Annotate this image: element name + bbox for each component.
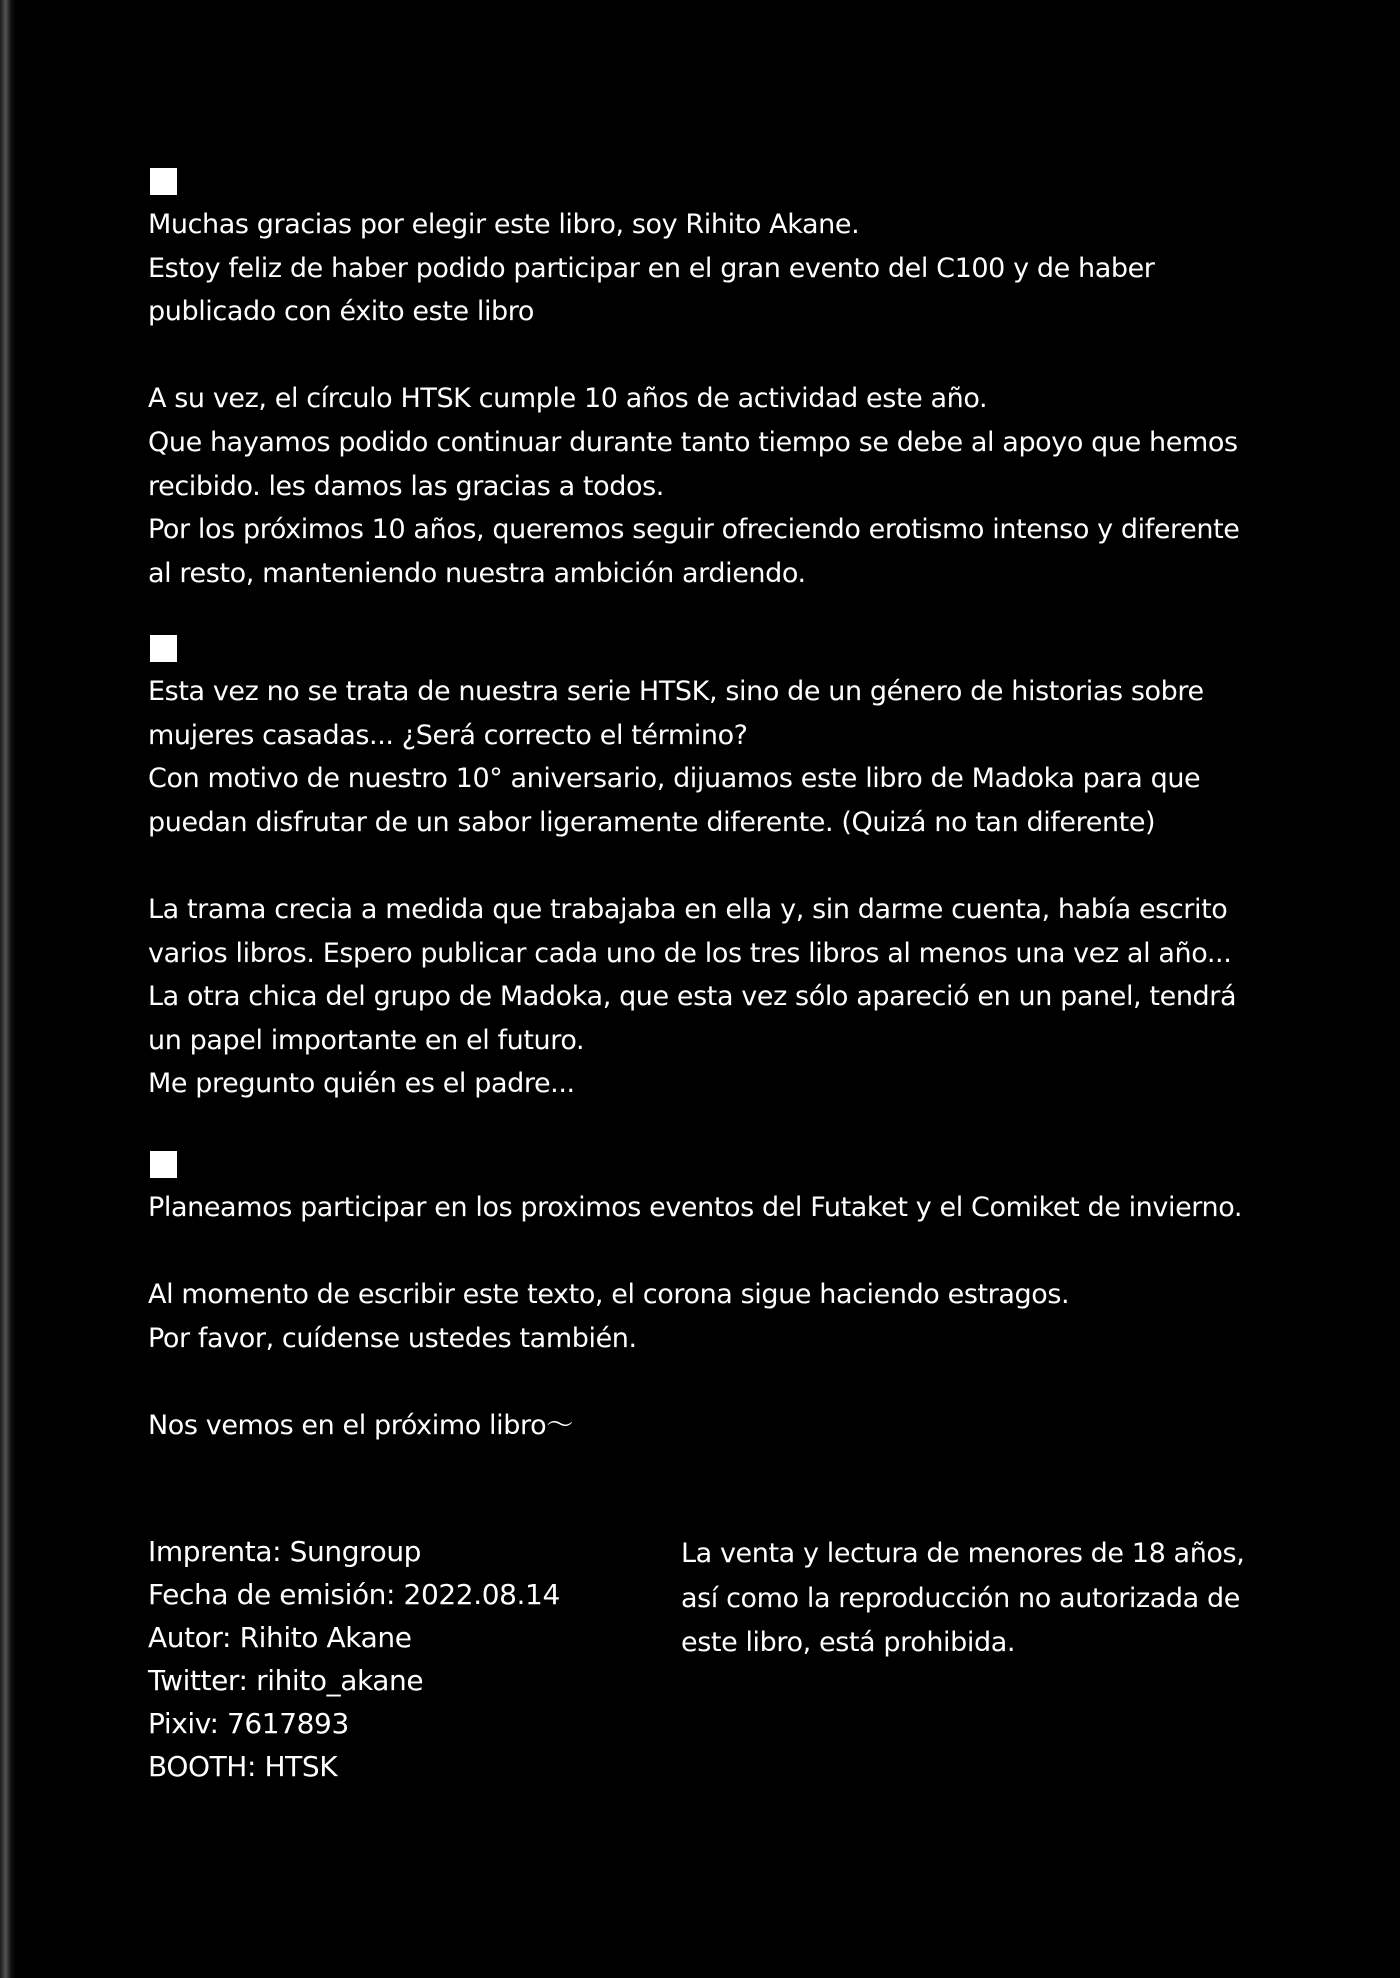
colophon-twitter: Twitter: rihito_akane	[148, 1664, 424, 1697]
afterword-section-3	[148, 1151, 1242, 1448]
text-line: Esta vez no se trata de nuestra serie HTSK, sino de un género de historias sobre	[148, 676, 1204, 707]
text-line: Nos vemos en el próximo libro～	[148, 1409, 573, 1441]
text-line: recibido. les damos las gracias a todos.	[148, 470, 664, 502]
afterword-section-2	[148, 635, 1236, 1106]
colophon-issue-date: Fecha de emisión: 2022.08.14	[148, 1578, 560, 1611]
notice-line: este libro, está prohibida.	[681, 1627, 1016, 1658]
text-line: Al momento de escribir este texto, el corona sigue haciendo estragos.	[148, 1279, 1070, 1311]
text-line: Muchas gracias por elegir este libro, soy Rihito Akane.	[148, 209, 860, 240]
colophon-booth: BOOTH: HTSK	[148, 1750, 338, 1783]
section-marker-square	[150, 635, 177, 662]
text-line: publicado con éxito este libro	[148, 296, 535, 328]
text-line: varios libros. Espero publicar cada uno de los tres libros al menos una vez al año...	[148, 937, 1232, 969]
paragraph-gap	[148, 1230, 1242, 1274]
section-marker-square	[150, 1151, 177, 1178]
afterword-section-1	[148, 168, 1239, 595]
paragraph-gap	[148, 844, 1236, 888]
page-edge-scan-artifact	[0, 0, 16, 1978]
legal-notice	[681, 1532, 1244, 1666]
notice-line: La venta y lectura de menores de 18 años,	[681, 1538, 1245, 1569]
colophon-printer: Imprenta: Sungroup	[148, 1535, 422, 1568]
text-line: mujeres casadas... ¿Será correcto el término?	[148, 719, 748, 751]
text-line: Que hayamos podido continuar durante tanto tiempo se debe al apoyo que hemos	[148, 426, 1238, 458]
text-line: Por los próximos 10 años, queremos seguir ofreciendo erotismo intenso y diferente	[148, 514, 1240, 546]
text-line: al resto, manteniendo nuestra ambición ardiendo.	[148, 557, 806, 589]
text-line: puedan disfrutar de un sabor ligeramente diferente. (Quizá no tan diferente)	[148, 806, 1156, 838]
text-line: A su vez, el círculo HTSK cumple 10 años de actividad este año.	[148, 383, 988, 415]
notice-line: así como la reproducción no autorizada de	[681, 1582, 1240, 1614]
text-line: Planeamos participar en los proximos eventos del Futaket y el Comiket de invierno.	[148, 1192, 1243, 1223]
text-line: Me pregunto quién es el padre...	[148, 1068, 575, 1100]
paragraph-gap	[148, 1360, 1242, 1404]
text-line: un papel importante en el futuro.	[148, 1024, 585, 1056]
text-line: Por favor, cuídense ustedes también.	[148, 1322, 637, 1354]
text-line: Estoy feliz de haber podido participar en el gran evento del C100 y de haber	[148, 252, 1155, 284]
colophon-pixiv: Pixiv: 7617893	[148, 1707, 349, 1740]
text-line: Con motivo de nuestro 10° aniversario, dijuamos este libro de Madoka para que	[148, 763, 1201, 795]
colophon-author: Autor: Rihito Akane	[148, 1621, 412, 1654]
text-line: La otra chica del grupo de Madoka, que esta vez sólo apareció en un panel, tendrá	[148, 981, 1237, 1013]
paragraph-gap	[148, 334, 1239, 378]
section-marker-square	[150, 168, 177, 195]
text-line: La trama crecia a medida que trabajaba en ella y, sin darme cuenta, había escrito	[148, 893, 1228, 925]
colophon	[148, 1530, 560, 1788]
